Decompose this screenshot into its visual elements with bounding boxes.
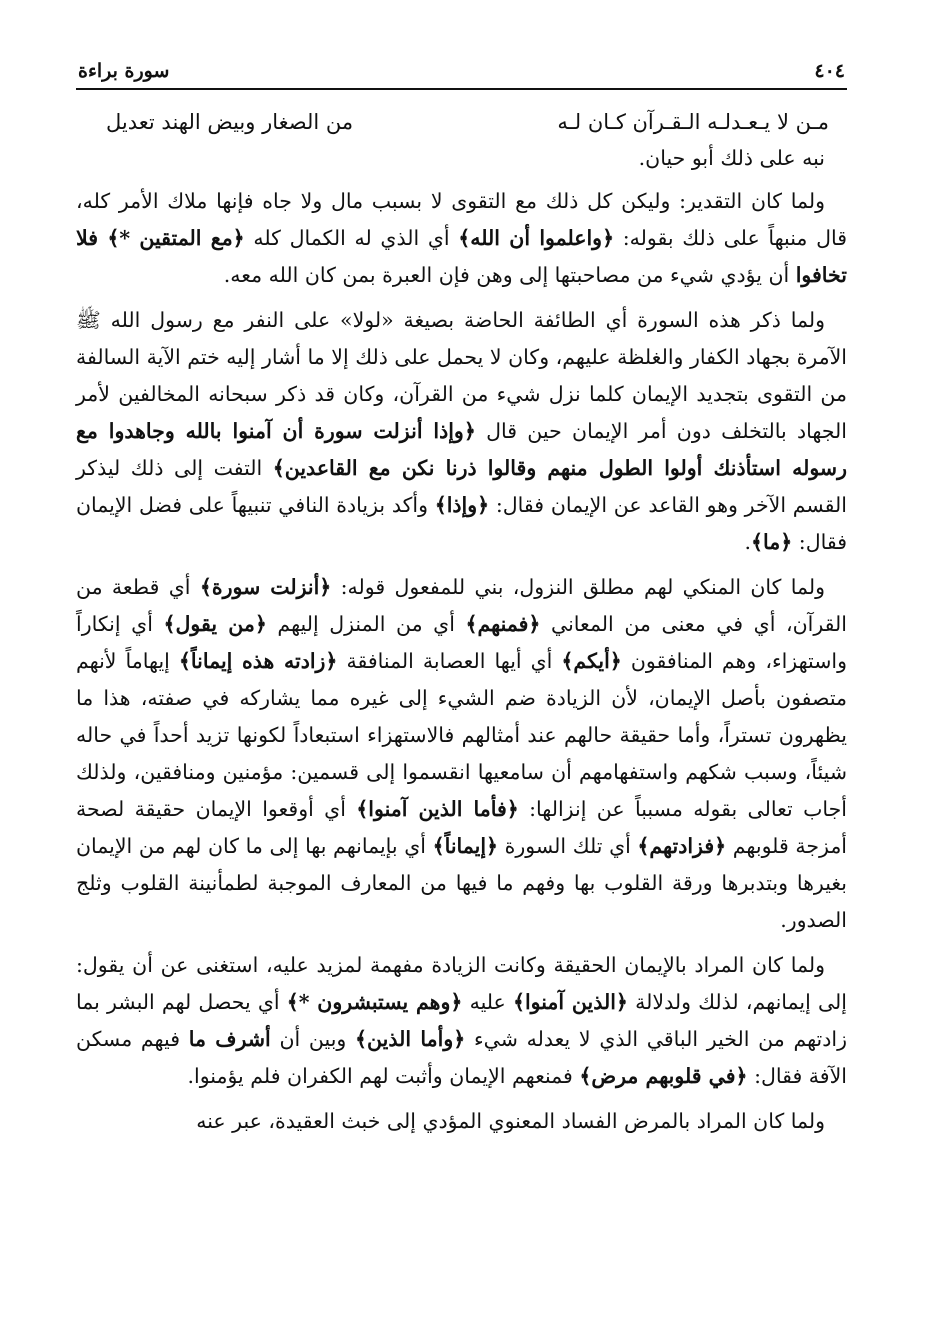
text-run: إيهاماً لأنهم متصفون بأصل الإيمان، لأن الزيادة ضم الشيء إلى غيره مما يشاركه في صفته، هذا ما يظهرون تستراً، وأما حقيقة حالهم عند أمثالهم فالاستهزاء استبعاداً لكونها تزيد أحداً في حاله شيئاً، وسبب شكهم واستفهامهم أن سامعيها انقسموا إلى قسمين: مؤمنين ومنافقين، ولذلك أجاب تعالى بقوله مسبباً عن إنزالها:: [76, 649, 848, 821]
quran-quote: ﴿أيكم﴾: [561, 649, 622, 673]
text-run: نبه على ذلك أبو حيان.: [638, 146, 825, 170]
quran-quote: ﴿الذين آمنوا﴾: [512, 990, 628, 1014]
text-run: ولما كان المراد بالمرض الفساد المعنوي المؤدي إلى خبث العقيدة، عبر عنه: [196, 1109, 825, 1133]
quran-quote: ﴿فمنهم﴾: [465, 612, 541, 636]
poem-verse: [76, 104, 829, 140]
quran-quote: ﴿ما﴾: [751, 530, 793, 554]
paragraph-4: [76, 947, 847, 1095]
quran-quote: ﴿من يقول﴾: [163, 612, 267, 636]
quran-quote: ﴿فأما الذين آمنوا﴾: [356, 797, 519, 821]
page-number: ٤٠٤: [814, 60, 845, 82]
quran-quote: ﴿مع المتقين *﴾ فلا تخافوا: [76, 226, 847, 287]
quran-quote: ﴿في قلوبهم مرض﴾: [579, 1064, 748, 1088]
text-run: أي تلك السورة: [498, 834, 638, 858]
text-run: ولما كان المراد بالإيمان الحقيقة وكانت الزيادة مفهمة لمزيد عليه، استغنى عن أن يقول: إلى إيمانهم، لذلك ولدلالة: [76, 953, 847, 1014]
text-run: ولما كان التقدير: وليكن كل ذلك مع التقوى لا بسبب مال ولا جاه فإنها ملاك الأمر كله، قال منبهاً على ذلك بقوله:: [76, 189, 848, 250]
quran-quote: ﴿أنزلت سورة﴾: [199, 575, 332, 599]
surah-title: سورة براءة: [78, 60, 170, 82]
paragraph-0: [76, 140, 847, 177]
paragraph-2: [76, 302, 847, 561]
text-run: التفت إلى ذلك ليذكر القسم الآخر وهو القاعد عن الإيمان فقال:: [76, 456, 847, 517]
paragraph-5: [76, 1103, 847, 1140]
text-run: أي أيها العصابة المنافقة: [337, 649, 562, 673]
text-run: أي إنكاراً واستهزاء، وهم المنافقون: [76, 612, 847, 673]
text-run: أي يحصل لهم البشر بما زادتهم من الخير الباقي الذي لا يعدله شيء: [76, 990, 847, 1051]
text-run: وبين أن: [270, 1027, 356, 1051]
text-run: .: [744, 530, 751, 554]
poem-hemistich-right: مـن لا يـعـدلـه الـقـرآن كـان لـه: [557, 110, 829, 134]
paragraph-1: [76, 183, 847, 294]
quran-quote: ﴿وإذا﴾: [434, 493, 490, 517]
text-run: عليه: [462, 990, 513, 1014]
page-header: [76, 58, 847, 88]
quran-quote: ﴿وأما الذين﴾: [355, 1027, 466, 1051]
poem-hemistich-left: من الصغار وبيض الهند تعديل: [106, 110, 354, 134]
text-run: أن يؤدي شيء من مصاحبتها إلى وهن فإن العبرة بمن كان الله معه.: [223, 263, 796, 287]
quran-quote: ﴿وإذا أنزلت سورة أن آمنوا بالله وجاهدوا مع رسوله استأذنك أولوا الطول منهم وقالوا ذرنا نكن مع القاعدين﴾: [76, 419, 847, 480]
bold-phrase: أشرف ما: [188, 1027, 271, 1051]
text-run: وأكد بزيادة النافي تنبيهاً على فضل الإيمان فقال:: [76, 493, 847, 554]
text-run: أي قطعة من القرآن، أي في معنى من المعاني: [76, 575, 847, 636]
quran-quote: ﴿واعلموا أن الله﴾: [458, 226, 615, 250]
text-run: أي أوقعوا الإيمان حقيقة لصحة أمزجة قلوبهم: [76, 797, 847, 858]
quran-quote: ﴿إيماناً﴾: [432, 834, 499, 858]
quran-quote: ﴿وهم يستبشرون *﴾: [286, 990, 463, 1014]
text-run: ولما كان المنكي لهم مطلق النزول، بني للمفعول قوله:: [331, 575, 826, 599]
header-rule: [76, 88, 847, 90]
text-run: فمنعهم الإيمان وأثبت لهم الكفران فلم يؤمنوا.: [187, 1064, 580, 1088]
text-run: أي الذي له الكمال كله: [244, 226, 459, 250]
text-run: أي من المنزل إليهم: [266, 612, 466, 636]
quran-quote: ﴿فزادتهم﴾: [637, 834, 727, 858]
text-run: أي بإيمانهم بها إلى ما كان لهم من الإيمان بغيرها وبتدبرها ورقة القلوب بها وفهم ما فيها من المعارف الموجبة لطمأنينة القلوب وثلج الصدور.: [76, 834, 847, 932]
quran-quote: ﴿زادته هذه إيماناً﴾: [178, 649, 338, 673]
text-run: فيهم مسكن الآفة فقال:: [76, 1027, 847, 1088]
text-run: ولما ذكر هذه السورة أي الطائفة الحاضة بصيغة «لولا» على النفر مع رسول الله ﷺ الآمرة بجهاد الكفار والغلظة عليهم، وكان لا يحمل على ذلك إلا ما أشار إليه ختم الآية السالفة من التقوى بتجديد الإيمان كلما نزل شيء من القرآن، وكان قد ذكر سبحانه المخالفين لأمر الجهاد بالتخلف دون أمر الإيمان حين قال: [76, 308, 847, 443]
paragraph-3: [76, 569, 847, 939]
